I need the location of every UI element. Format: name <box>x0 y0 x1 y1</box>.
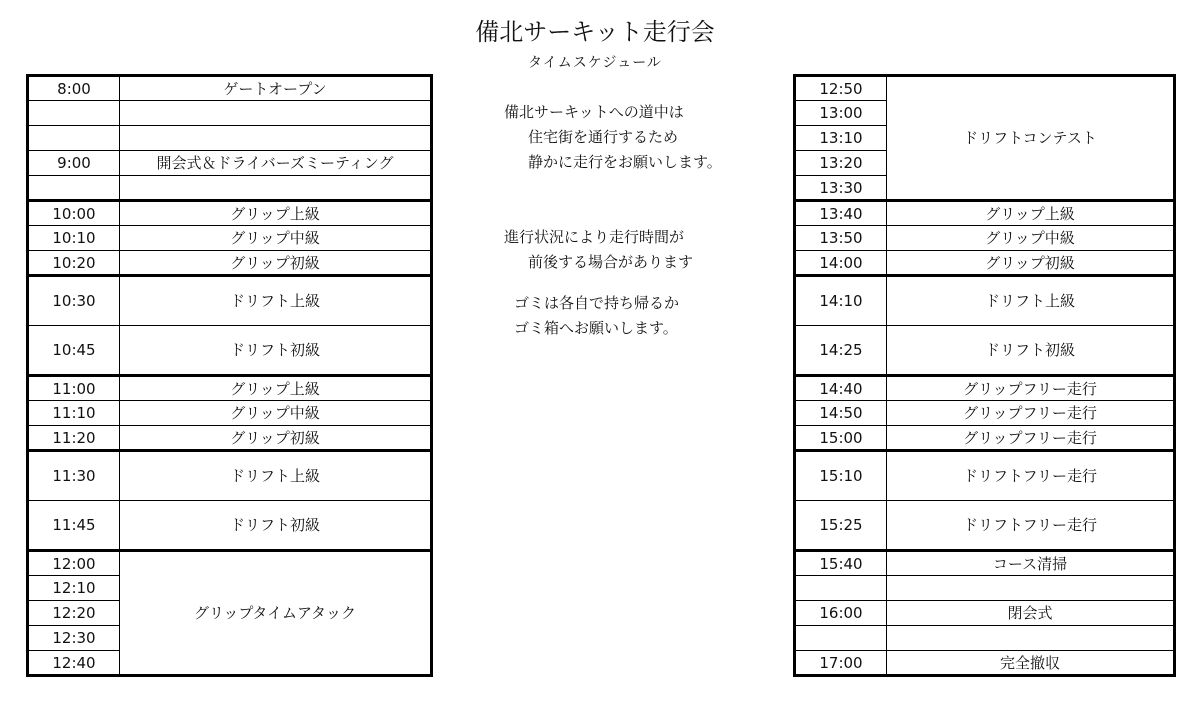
note-line: 住宅街を通行するため <box>528 128 679 146</box>
table-row <box>795 76 1175 101</box>
left-schedule-table <box>26 74 433 677</box>
table-row <box>28 201 432 226</box>
time-cell: 13:30 <box>795 176 887 201</box>
note-line: 進行状況により走行時間が <box>504 228 685 246</box>
time-cell: 15:10 <box>795 451 887 501</box>
table-row <box>28 151 432 176</box>
event-cell <box>120 176 432 201</box>
time-cell: 16:00 <box>795 601 887 626</box>
event-cell: グリップ中級 <box>120 401 432 426</box>
note-line: 静かに走行をお願いします。 <box>528 153 722 171</box>
event-cell: ドリフト初級 <box>120 326 432 376</box>
event-cell: ドリフト上級 <box>887 276 1175 326</box>
table-row <box>795 326 1175 376</box>
table-row <box>28 551 432 576</box>
time-cell <box>795 626 887 651</box>
event-cell <box>120 101 432 126</box>
time-cell: 13:20 <box>795 151 887 176</box>
time-cell: 14:40 <box>795 376 887 401</box>
time-cell: 12:20 <box>28 601 120 626</box>
page-subtitle: タイムスケジュール <box>528 55 662 71</box>
event-cell: ドリフトコンテスト <box>887 76 1175 201</box>
time-cell: 9:00 <box>28 151 120 176</box>
event-cell: グリップ中級 <box>887 226 1175 251</box>
table-row <box>795 626 1175 651</box>
table-row <box>28 326 432 376</box>
event-cell: グリップタイムアタック <box>120 551 432 676</box>
notes-panel <box>490 100 790 341</box>
time-cell: 15:25 <box>795 501 887 551</box>
table-row <box>28 176 432 201</box>
table-row <box>28 276 432 326</box>
time-cell: 14:10 <box>795 276 887 326</box>
table-row <box>795 226 1175 251</box>
event-cell <box>887 576 1175 601</box>
table-row <box>795 251 1175 276</box>
time-cell: 12:40 <box>28 651 120 676</box>
event-cell: グリップ初級 <box>120 251 432 276</box>
time-cell <box>28 176 120 201</box>
note-line: 備北サーキットへの道中は <box>504 103 684 121</box>
time-cell: 13:50 <box>795 226 887 251</box>
event-cell: グリップフリー走行 <box>887 426 1175 451</box>
table-row <box>28 451 432 501</box>
page-title: 備北サーキット走行会 <box>475 18 715 46</box>
event-cell: 開会式＆ドライバーズミーティング <box>120 151 432 176</box>
time-cell: 11:45 <box>28 501 120 551</box>
time-cell: 12:30 <box>28 626 120 651</box>
time-cell: 15:00 <box>795 426 887 451</box>
time-cell: 12:50 <box>795 76 887 101</box>
table-row <box>795 451 1175 501</box>
note-line: ゴミは各自で持ち帰るか <box>514 294 680 312</box>
event-cell <box>120 126 432 151</box>
note-line: 前後する場合があります <box>528 253 694 271</box>
table-row <box>795 576 1175 601</box>
time-cell: 10:10 <box>28 226 120 251</box>
event-cell: ドリフト上級 <box>120 451 432 501</box>
note-line: ゴミ箱へお願いします。 <box>514 319 678 337</box>
event-cell: ドリフト初級 <box>120 501 432 551</box>
table-row <box>795 601 1175 626</box>
time-cell: 12:10 <box>28 576 120 601</box>
table-row <box>795 276 1175 326</box>
table-row <box>28 226 432 251</box>
event-cell: ドリフト初級 <box>887 326 1175 376</box>
time-cell: 14:25 <box>795 326 887 376</box>
event-cell: グリップフリー走行 <box>887 376 1175 401</box>
time-cell <box>795 576 887 601</box>
time-cell: 12:00 <box>28 551 120 576</box>
table-row <box>795 551 1175 576</box>
time-cell: 10:45 <box>28 326 120 376</box>
table-row <box>28 376 432 401</box>
table-row <box>28 426 432 451</box>
event-cell: ゲートオープン <box>120 76 432 101</box>
time-cell: 10:00 <box>28 201 120 226</box>
time-cell <box>28 101 120 126</box>
table-row <box>28 501 432 551</box>
table-row <box>28 401 432 426</box>
time-cell: 15:40 <box>795 551 887 576</box>
right-schedule-table <box>793 74 1176 677</box>
time-cell: 13:10 <box>795 126 887 151</box>
time-cell: 10:20 <box>28 251 120 276</box>
time-cell: 13:00 <box>795 101 887 126</box>
event-cell: コース清掃 <box>887 551 1175 576</box>
event-cell: ドリフトフリー走行 <box>887 501 1175 551</box>
event-cell: ドリフト上級 <box>120 276 432 326</box>
time-cell: 11:10 <box>28 401 120 426</box>
event-cell: グリップ上級 <box>887 201 1175 226</box>
event-cell: グリップ上級 <box>120 201 432 226</box>
event-cell: グリップフリー走行 <box>887 401 1175 426</box>
table-row <box>795 501 1175 551</box>
table-row <box>28 251 432 276</box>
time-cell: 11:30 <box>28 451 120 501</box>
time-cell: 10:30 <box>28 276 120 326</box>
table-row <box>28 101 432 126</box>
time-cell: 13:40 <box>795 201 887 226</box>
table-row <box>795 426 1175 451</box>
event-cell: 閉会式 <box>887 601 1175 626</box>
table-row <box>795 651 1175 676</box>
event-cell: 完全撤収 <box>887 651 1175 676</box>
time-cell: 8:00 <box>28 76 120 101</box>
table-row <box>795 201 1175 226</box>
event-cell: グリップ中級 <box>120 226 432 251</box>
event-cell: グリップ初級 <box>887 251 1175 276</box>
time-cell: 17:00 <box>795 651 887 676</box>
table-row <box>28 76 432 101</box>
table-row <box>28 126 432 151</box>
event-cell: ドリフトフリー走行 <box>887 451 1175 501</box>
event-cell <box>887 626 1175 651</box>
time-cell: 14:00 <box>795 251 887 276</box>
event-cell: グリップ初級 <box>120 426 432 451</box>
time-cell <box>28 126 120 151</box>
time-cell: 11:20 <box>28 426 120 451</box>
event-cell: グリップ上級 <box>120 376 432 401</box>
table-row <box>795 376 1175 401</box>
time-cell: 11:00 <box>28 376 120 401</box>
table-row <box>795 401 1175 426</box>
time-cell: 14:50 <box>795 401 887 426</box>
